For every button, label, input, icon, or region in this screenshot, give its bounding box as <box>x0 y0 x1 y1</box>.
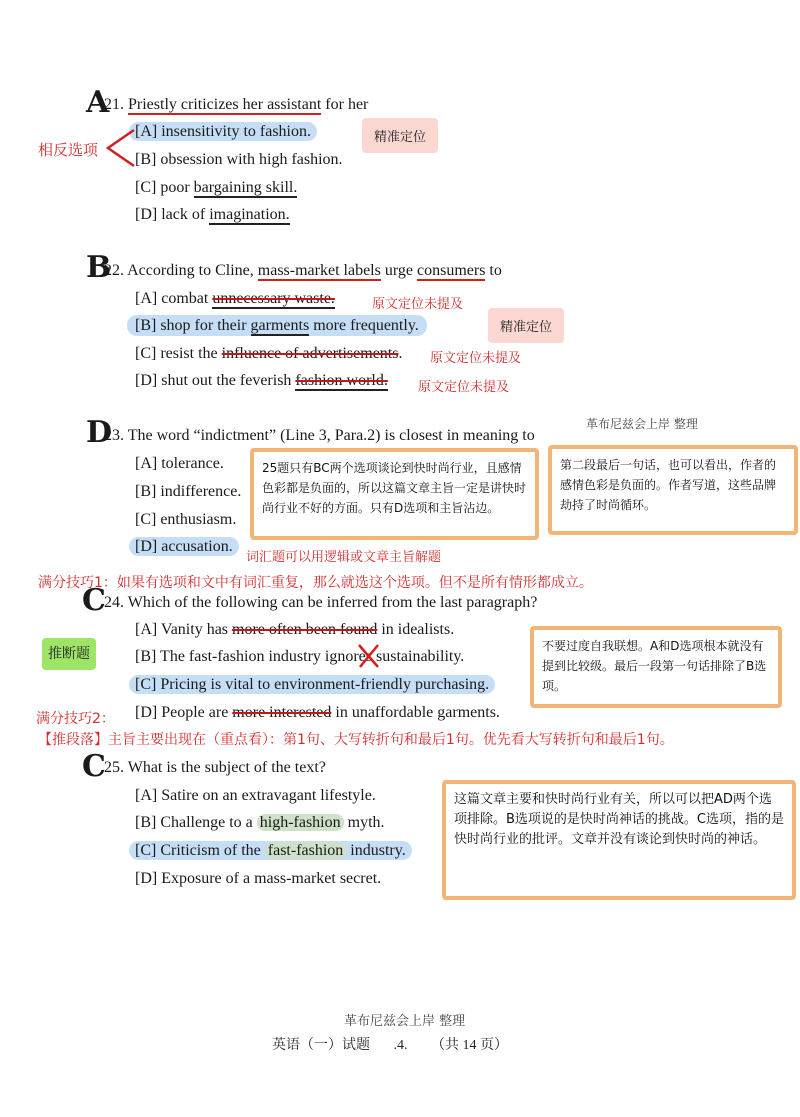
option-letter: [A] <box>135 787 162 804</box>
precise-locate-tag: 精准定位 <box>362 118 438 153</box>
green-highlight: high-fashion <box>257 814 344 831</box>
q23-option-b <box>135 483 241 501</box>
tip-2-body: 【推段落】主旨主要出现在（重点看）：第1句、大写转折句和最后1句。优先看大写转折句和最后1句。 <box>38 732 674 748</box>
vocab-tip-note: 词汇题可以用逻辑或文章主旨解题 <box>246 550 442 565</box>
page-number: .4. <box>393 1038 408 1053</box>
option-text: combat <box>161 290 213 307</box>
q21-option-c <box>135 179 297 197</box>
answer-mark-q22: B <box>86 250 112 285</box>
struck-text: influence of advertisements <box>221 345 399 362</box>
option-text: indifference. <box>160 483 242 500</box>
option-text: Pricing is vital to environment-friendly purchasing. <box>160 676 490 693</box>
option-text: Exposure of a mass-market secret. <box>161 870 382 887</box>
option-text: shop for their <box>160 317 251 334</box>
option-text: Vanity has <box>160 621 233 638</box>
option-text: res sustainability. <box>353 648 465 665</box>
question-25-stem: 25. What is the subject of the text? <box>104 759 326 776</box>
option-text: o <box>345 648 354 665</box>
total-pages: （共 14 页） <box>431 1038 508 1053</box>
option-letter: [C] <box>135 345 161 362</box>
q24-option-d <box>135 704 500 722</box>
option-text: enthusiasm. <box>160 511 237 528</box>
option-underline: imagination. <box>209 206 290 223</box>
footer-compiler-credit: 革布尼兹会上岸 整理 <box>344 1014 466 1029</box>
stem-text: urge <box>380 262 417 279</box>
question-23-stem: 23. The word “indictment” (Line 3, Para.2) is closest in meaning to <box>104 427 535 444</box>
q22-option-d <box>135 372 388 390</box>
option-text: The fast-fashion industry ign <box>160 648 346 665</box>
option-text: . <box>398 345 403 362</box>
stem-rest: for her <box>321 96 369 113</box>
q23-option-a <box>135 455 224 473</box>
q21-option-d <box>135 206 290 224</box>
stem-underline: consumers <box>416 262 486 279</box>
option-letter: [C] <box>135 511 161 528</box>
option-text: People are <box>161 704 233 721</box>
option-letter: [B] <box>135 814 161 831</box>
highlighted-answer <box>129 122 317 141</box>
option-text: Satire on an extravagant lifestyle. <box>161 787 376 804</box>
q25-option-a <box>135 787 376 805</box>
option-text: in unaffordable garments. <box>331 704 500 721</box>
q24-option-b <box>135 648 464 666</box>
struck-text: more often been found <box>232 621 378 638</box>
option-text: resist the <box>160 345 222 362</box>
q21-option-a <box>135 123 317 141</box>
stem-underline: Priestly criticizes her assistant <box>128 96 322 113</box>
q22-option-c <box>135 345 402 363</box>
highlighted-answer <box>129 841 412 860</box>
option-letter: [B] <box>135 151 161 168</box>
option-letter: [B] <box>135 317 161 334</box>
answer-mark-q25: C <box>82 749 106 784</box>
q23-option-c <box>135 511 236 529</box>
option-text: Criticism of the <box>160 842 265 859</box>
option-letter: [A] <box>135 621 161 638</box>
not-mentioned-note: 原文定位未提及 <box>372 297 464 312</box>
option-text: shut out the feverish <box>161 372 296 389</box>
answer-mark-q23: D <box>86 415 113 450</box>
option-letter: [A] <box>135 455 162 472</box>
answer-mark-q21: A <box>86 85 110 120</box>
option-text: tolerance. <box>161 455 224 472</box>
option-text: in idealists. <box>377 621 455 638</box>
option-text: myth. <box>343 814 385 831</box>
q21-option-b <box>135 151 343 169</box>
option-letter: [C] <box>135 842 161 859</box>
not-mentioned-note: 原文定位未提及 <box>430 351 522 366</box>
tip-2-title: 满分技巧2： <box>36 711 115 727</box>
option-text: obsession with high fashion. <box>160 151 343 168</box>
precise-locate-tag: 精准定位 <box>488 308 564 343</box>
question-24-stem: 24. Which of the following can be inferred from the last paragraph? <box>104 594 538 611</box>
option-letter: [A] <box>135 290 162 307</box>
compiler-credit: 革布尼兹会上岸 整理 <box>586 417 698 431</box>
option-letter: [C] <box>135 179 161 196</box>
struck-text: fashion world. <box>295 372 388 389</box>
struck-text: unnecessary waste. <box>212 290 335 307</box>
option-letter: [D] <box>135 538 162 555</box>
option-letter: [D] <box>135 206 162 223</box>
stem-number: 22. According to Cline, <box>104 262 258 279</box>
question-22-stem <box>104 262 502 280</box>
q24-option-a <box>135 621 454 639</box>
question-21-stem <box>104 96 368 114</box>
option-text: more frequently. <box>309 317 419 334</box>
q25-option-d <box>135 870 381 888</box>
not-mentioned-note: 原文定位未提及 <box>418 380 510 395</box>
option-text: poor <box>160 179 194 196</box>
inference-tag: 推断题 <box>42 638 96 670</box>
option-underline: garments <box>250 317 310 334</box>
option-letter: [D] <box>135 372 162 389</box>
option-text: Challenge to a <box>160 814 257 831</box>
option-letter: [D] <box>135 704 162 721</box>
q23-option-d <box>135 538 239 556</box>
option-text: insensitivity to fashion. <box>161 123 311 140</box>
footer-page-info <box>272 1034 508 1054</box>
option-letter: [D] <box>135 870 162 887</box>
option-text: accusation. <box>161 538 233 555</box>
highlighted-answer <box>129 675 495 694</box>
q24-option-c <box>135 676 495 694</box>
bracket-mark <box>104 126 138 170</box>
stem-underline: mass-market labels <box>257 262 381 279</box>
answer-mark-q24: C <box>82 583 106 618</box>
note-box: 这篇文章主要和快时尚行业有关，所以可以把AD两个选项排除。B选项说的是快时尚神话的挑战。C选项，指的是快时尚行业的批评。文章并没有谈论到快时尚的神话。 <box>442 780 796 900</box>
exam-title: 英语（一）试题 <box>272 1038 370 1053</box>
option-letter: [B] <box>135 648 161 665</box>
struck-text: more interested <box>232 704 332 721</box>
option-text: lack of <box>161 206 210 223</box>
q22-option-a <box>135 290 335 308</box>
option-letter: [B] <box>135 483 161 500</box>
green-highlight: fast-fashion <box>265 842 347 859</box>
highlighted-answer <box>127 315 427 336</box>
opposite-options-note: 相反选项 <box>38 141 99 159</box>
highlighted-answer <box>129 537 239 556</box>
option-text: industry. <box>346 842 406 859</box>
tip-1-note: 满分技巧1：如果有选项和文中有词汇重复，那么就选这个选项。但不是所有情形都成立。 <box>38 575 593 591</box>
stem-number: 21. <box>104 96 128 113</box>
note-box: 第二段最后一句话，也可以看出，作者的感情色彩是负面的。作者写道，这些品牌劫持了时尚循环。 <box>548 445 798 535</box>
option-letter: [A] <box>135 123 162 140</box>
cross-mark-icon <box>356 642 382 670</box>
q22-option-b <box>135 317 427 335</box>
option-letter: [C] <box>135 676 161 693</box>
q25-option-c <box>135 842 412 860</box>
q25-option-b <box>135 814 385 832</box>
option-underline: bargaining skill. <box>193 179 298 196</box>
note-box: 25题只有BC两个选项谈论到快时尚行业，且感情色彩都是负面的，所以这篇文章主旨一定是讲快时尚行业不好的方面。只有D选项和主旨沾边。 <box>250 448 539 540</box>
stem-rest: to <box>485 262 502 279</box>
note-box: 不要过度自我联想。A和D选项根本就没有提到比较级。最后一段第一句话排除了B选项。 <box>530 626 782 708</box>
